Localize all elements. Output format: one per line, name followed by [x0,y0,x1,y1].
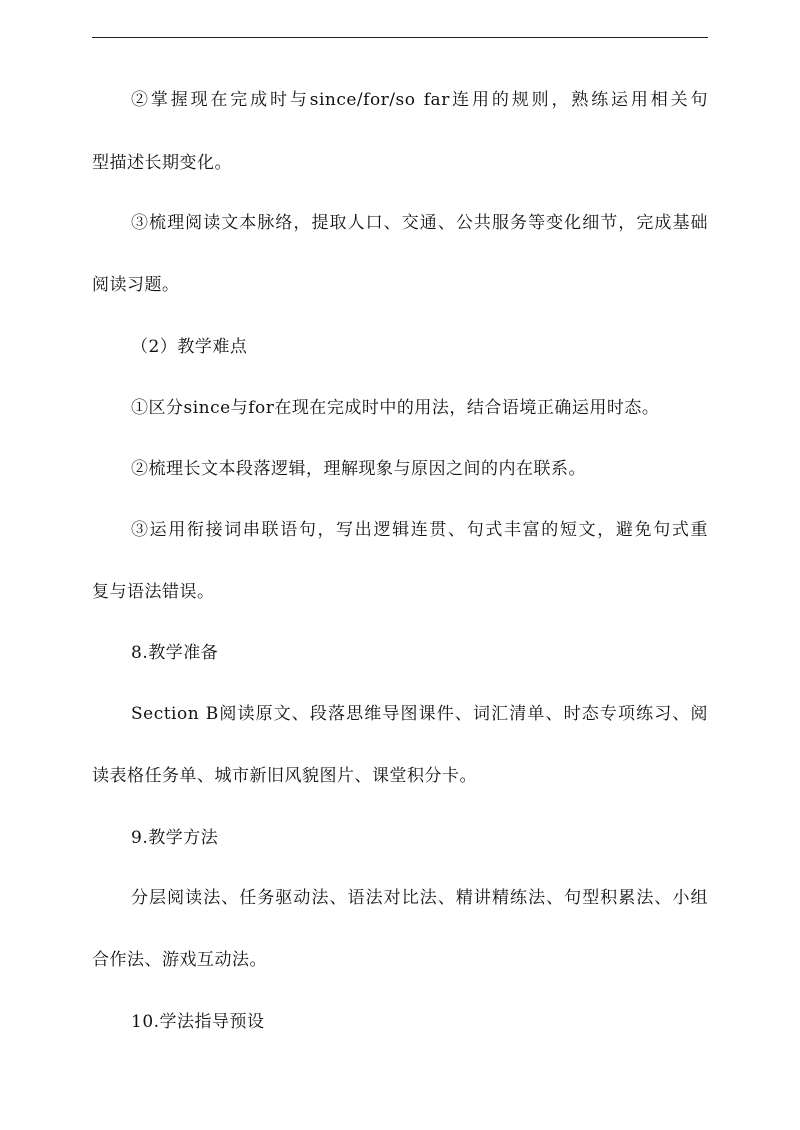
section-heading-difficulties: （2）教学难点 [131,337,248,357]
methods-line-2: 合作法、游戏互动法。 [92,950,267,970]
difficulty-2-line: ②梳理长文本段落逻辑，理解现象与原因之间的内在联系。 [131,459,586,479]
difficulty-3-line-2: 复与语法错误。 [92,582,215,602]
objective-3-line-1: ③梳理阅读文本脉络，提取人口、交通、公共服务等变化细节，完成基础 [131,213,708,233]
difficulty-3-line-1: ③运用衔接词串联语句，写出逻辑连贯、句式丰富的短文，避免句式重 [131,520,708,540]
preparation-line-1: Section B阅读原文、段落思维导图课件、词汇清单、时态专项练习、阅 [131,704,708,724]
section-heading-methods: 9.教学方法 [131,828,219,848]
objective-2-line-2: 型描述长期变化。 [92,153,232,173]
methods-line-1: 分层阅读法、任务驱动法、语法对比法、精讲精练法、句型积累法、小组 [131,888,708,908]
section-heading-preparation: 8.教学准备 [131,643,219,663]
preparation-line-2: 读表格任务单、城市新旧风貌图片、课堂积分卡。 [92,766,477,786]
difficulty-1-line: ①区分since与for在现在完成时中的用法，结合语境正确运用时态。 [131,398,660,418]
objective-3-line-2: 阅读习题。 [92,275,180,295]
section-heading-learning-guidance: 10.学法指导预设 [131,1012,265,1032]
objective-2-line-1: ②掌握现在完成时与since/for/so far连用的规则，熟练运用相关句 [131,90,708,110]
header-rule [92,37,708,38]
